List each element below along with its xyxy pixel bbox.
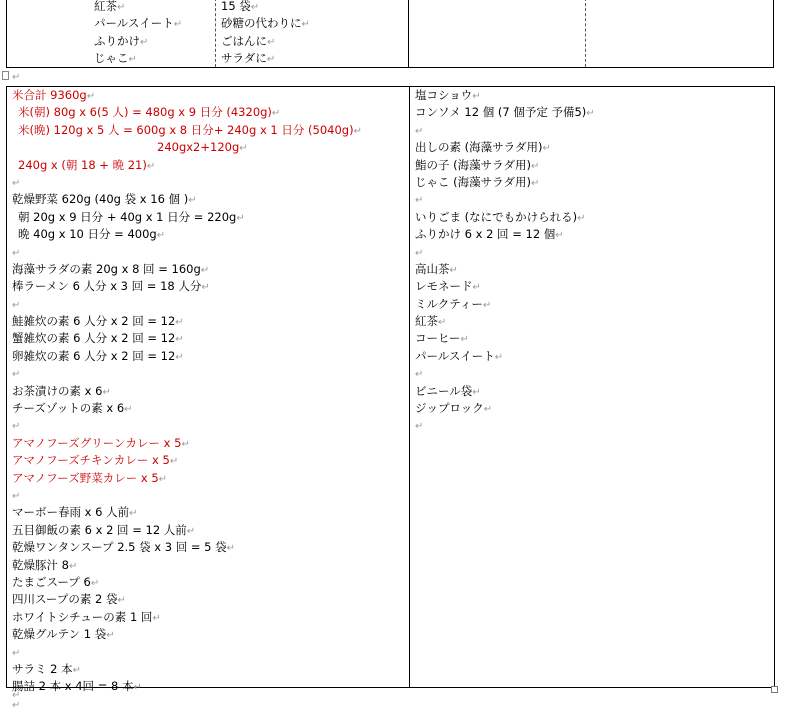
line-text: 乾燥豚汁 8	[12, 557, 69, 572]
top-table-note-column	[221, 0, 310, 68]
paragraph-mark: ↵	[586, 108, 595, 120]
text-line	[94, 0, 182, 15]
paragraph-mark: ↵	[482, 299, 492, 311]
line-text: ごはんに	[221, 33, 267, 48]
top-table-dashed-divider	[215, 0, 216, 67]
paragraph-mark: ↵	[12, 177, 21, 189]
paragraph-mark: ↵	[175, 351, 184, 363]
text-line	[12, 104, 362, 121]
line-text: 四川スープの素 2 袋	[12, 592, 118, 607]
text-line	[12, 644, 362, 661]
main-table-divider	[409, 87, 410, 687]
paragraph-mark: ↵	[353, 125, 362, 137]
line-text: 米合計 9360g	[12, 88, 87, 102]
line-text: 240g x (朝 18 + 晩 21)	[18, 157, 147, 172]
line-text: サラダに	[221, 51, 267, 66]
text-line	[415, 400, 595, 417]
paragraph-mark: ↵	[472, 386, 481, 398]
text-line	[12, 87, 362, 104]
text-line	[415, 174, 595, 191]
paragraph-mark: ↵	[12, 247, 21, 259]
text-line	[12, 226, 362, 243]
text-line	[12, 330, 362, 347]
paragraph-mark: ↵	[415, 195, 424, 207]
line-text: 出しの素 (海藻サラダ用)	[415, 140, 543, 155]
text-line	[415, 296, 595, 313]
paragraph-mark: ↵	[133, 682, 142, 694]
text-line	[12, 191, 362, 208]
text-line	[12, 417, 362, 434]
line-text: ホワイトシチューの素 1 回	[12, 609, 153, 624]
line-text: ビニール袋	[415, 383, 473, 398]
paragraph-mark: ↵	[12, 72, 21, 83]
text-line	[12, 591, 362, 608]
paragraph-mark: ↵	[415, 421, 424, 433]
text-line	[415, 313, 595, 330]
paragraph-mark: ↵	[124, 404, 133, 416]
paragraph-mark: ↵	[483, 404, 493, 416]
paragraph-mark: ↵	[188, 195, 197, 207]
line-text: 米(朝) 80g x 6(5 人) = 480g x 9 日分 (4320g)	[18, 105, 272, 120]
paragraph-mark: ↵	[86, 91, 96, 102]
paragraph-mark: ↵	[72, 664, 82, 676]
paragraph-mark-bottom: ↵	[12, 690, 21, 701]
line-text: 腸詰 2 本 x 4回 = 8 本	[12, 679, 134, 694]
text-line	[415, 330, 595, 347]
paragraph-mark: ↵	[12, 490, 21, 502]
paragraph-mark: ↵	[472, 91, 481, 102]
line-text: 高山茶	[415, 261, 450, 276]
paragraph-mark: ↵	[531, 177, 540, 189]
line-text: 乾燥グルテン 1 袋	[12, 627, 107, 642]
paragraph-mark: ↵	[68, 560, 78, 572]
table-resize-handle[interactable]	[771, 686, 778, 693]
paragraph-mark: ↵	[90, 577, 100, 589]
text-line	[415, 157, 595, 174]
paragraph-mark: ↵	[181, 438, 190, 450]
text-line	[12, 504, 362, 521]
line-text: ミルクティー	[415, 296, 483, 311]
paragraph-mark: ↵	[146, 160, 156, 172]
text-line	[12, 383, 362, 400]
paragraph-mark: ↵	[152, 612, 161, 624]
paragraph-mark: ↵	[156, 230, 166, 242]
text-line	[12, 209, 362, 226]
text-line	[415, 278, 595, 295]
main-table	[6, 86, 775, 711]
paragraph-mark: ↵	[117, 595, 126, 607]
line-text: 米(晩) 120g x 5 人 = 600g x 8 日分+ 240g x 1 日分 (5040g)	[18, 122, 354, 137]
paragraph-mark: ↵	[186, 525, 196, 537]
line-text: 紅茶	[415, 314, 438, 329]
text-line	[12, 696, 362, 713]
paragraph-mark: ↵	[200, 264, 210, 276]
line-text: じゃこ (海藻サラダ用)	[415, 174, 532, 189]
text-line	[12, 661, 362, 678]
text-line	[221, 15, 310, 32]
paragraph-mark: ↵	[175, 317, 184, 329]
text-line	[12, 522, 362, 539]
text-line	[12, 174, 362, 191]
paragraph-mark: ↵	[175, 334, 184, 346]
text-line	[415, 226, 595, 243]
text-line	[12, 296, 362, 313]
line-text: 240gx2+120g	[157, 140, 240, 155]
text-line	[12, 261, 362, 278]
text-line	[415, 261, 595, 278]
line-text: 棒ラーメン 6 人分 x 3 回 = 18 人分	[12, 279, 202, 294]
text-line	[12, 365, 362, 382]
line-text: アマノフーズ野菜カレー x 5	[12, 470, 159, 485]
food-list-column	[12, 87, 362, 713]
text-line	[415, 122, 595, 139]
line-text: パールスイート	[415, 348, 495, 363]
paragraph-mark: ↵	[12, 299, 21, 311]
text-line	[12, 400, 362, 417]
paragraph-mark: ↵	[555, 230, 564, 242]
text-line	[415, 87, 595, 104]
text-line	[415, 348, 595, 365]
paragraph-mark: ↵	[415, 369, 424, 381]
text-line	[415, 139, 595, 156]
text-line	[12, 435, 362, 452]
paragraph-mark: ↵	[169, 456, 179, 468]
paragraph-mark: ↵	[117, 2, 126, 13]
text-line	[12, 157, 362, 174]
line-text: ふりかけ 6 x 2 回 = 12 個	[415, 227, 556, 242]
paragraph-mark: ↵	[494, 351, 504, 363]
top-table-dashed-divider-right	[585, 0, 586, 67]
text-line	[12, 470, 362, 487]
paragraph-mark: ↵	[12, 647, 21, 659]
text-line	[94, 15, 182, 32]
line-text: コーヒー	[415, 331, 461, 346]
text-line	[94, 33, 182, 50]
line-text: 鮨の子 (海藻サラダ用)	[415, 157, 532, 172]
text-line	[415, 191, 595, 208]
line-text: マーボー春雨 x 6 人前	[12, 505, 130, 520]
paragraph-mark: ↵	[158, 473, 168, 485]
paragraph-mark: ↵	[236, 212, 245, 224]
paragraph-mark: ↵	[449, 264, 458, 276]
text-line	[415, 104, 595, 121]
paragraph-mark: ↵	[415, 247, 424, 259]
paragraph-mark: ↵	[173, 19, 183, 31]
paragraph-mark: ↵	[472, 282, 481, 294]
line-text: アマノフーズグリーンカレー x 5	[12, 435, 182, 450]
paragraph-mark: ↵	[542, 143, 551, 155]
paragraph-mark: ↵	[271, 108, 281, 120]
text-line	[12, 244, 362, 261]
text-line	[221, 33, 310, 50]
text-line	[221, 0, 310, 15]
text-line	[12, 278, 362, 295]
text-line	[12, 539, 362, 556]
line-text: 晩 40g x 10 日分 = 400g	[18, 227, 157, 242]
line-text: コンソメ 12 個 (7 個予定 予備5)	[415, 105, 587, 120]
line-text: パールスイート	[94, 16, 174, 31]
paragraph-mark: ↵	[531, 160, 540, 172]
text-line	[415, 365, 595, 382]
line-text: アマノフーズチキンカレー x 5	[12, 453, 170, 468]
text-line	[415, 244, 595, 261]
text-line	[94, 50, 182, 67]
paragraph-mark: ↵	[415, 125, 424, 137]
top-table-item-column	[94, 0, 182, 68]
paragraph-mark: ↵	[128, 54, 137, 66]
line-text: ふりかけ	[94, 33, 140, 48]
text-line	[12, 452, 362, 469]
text-line	[415, 209, 595, 226]
text-line	[12, 348, 362, 365]
paragraph-mark: ↵	[226, 543, 236, 555]
paragraph-mark: ↵	[201, 282, 210, 294]
line-text: 朝 20g x 9 日分 + 40g x 1 日分 = 220g	[18, 209, 237, 224]
paragraph-mark: ↵	[239, 143, 248, 155]
text-line	[12, 574, 362, 591]
line-text: いりごま (なにでもかけられる)	[415, 209, 578, 224]
line-text: お茶漬けの素 x 6	[12, 383, 103, 398]
paragraph-mark: ↵	[129, 508, 138, 520]
text-line	[12, 678, 362, 695]
paragraph-mark: ↵	[460, 334, 469, 346]
line-text: レモネード	[415, 279, 473, 294]
line-text: サラミ 2 本	[12, 661, 73, 676]
line-text: 鮭雑炊の素 6 人分 x 2 回 = 12	[12, 314, 176, 329]
text-line	[12, 557, 362, 574]
paragraph-mark: ↵	[106, 630, 115, 642]
paragraph-mark: ↵	[140, 36, 149, 48]
top-table	[6, 0, 774, 68]
paragraph-mark: ↵	[250, 2, 260, 13]
paragraph-mark: ↵	[266, 54, 276, 66]
paragraph-mark: ↵	[12, 699, 21, 711]
line-text: じゃこ	[94, 51, 129, 66]
line-text: 塩コショウ	[415, 88, 473, 102]
line-text: 紅茶	[94, 0, 117, 13]
line-text: 砂糖の代わりに	[221, 16, 302, 31]
paragraph-anchor-icon	[2, 71, 9, 80]
paragraph-mark: ↵	[12, 369, 21, 381]
line-text: ジップロック	[415, 401, 484, 416]
top-table-divider	[408, 0, 409, 67]
paragraph-mark: ↵	[301, 19, 310, 31]
text-line	[12, 313, 362, 330]
text-line	[221, 50, 310, 67]
line-text: 乾燥野菜 620g (40g 袋 x 16 個 )	[12, 192, 189, 207]
line-text: 乾燥ワンタンスープ 2.5 袋 x 3 回 = 5 袋	[12, 540, 227, 555]
text-line	[12, 139, 362, 156]
text-line	[415, 383, 595, 400]
paragraph-mark: ↵	[102, 386, 111, 398]
line-text: 海藻サラダの素 20g x 8 回 = 160g	[12, 261, 201, 276]
paragraph-mark: ↵	[12, 421, 21, 433]
text-line	[12, 626, 362, 643]
line-text: たまごスープ 6	[12, 574, 91, 589]
text-line	[12, 487, 362, 504]
line-text: 五目御飯の素 6 x 2 回 = 12 人前	[12, 522, 187, 537]
paragraph-mark: ↵	[267, 36, 276, 48]
text-line	[415, 417, 595, 434]
line-text: 15 袋	[221, 0, 251, 13]
seasoning-list-column	[415, 87, 595, 435]
line-text: チーズゾットの素 x 6	[12, 401, 125, 416]
text-line	[12, 122, 362, 139]
paragraph-mark: ↵	[438, 317, 447, 329]
paragraph-mark: ↵	[577, 212, 586, 224]
line-text: 蟹雑炊の素 6 人分 x 2 回 = 12	[12, 331, 176, 346]
text-line	[12, 609, 362, 626]
line-text: 卵雑炊の素 6 人分 x 2 回 = 12	[12, 348, 176, 363]
